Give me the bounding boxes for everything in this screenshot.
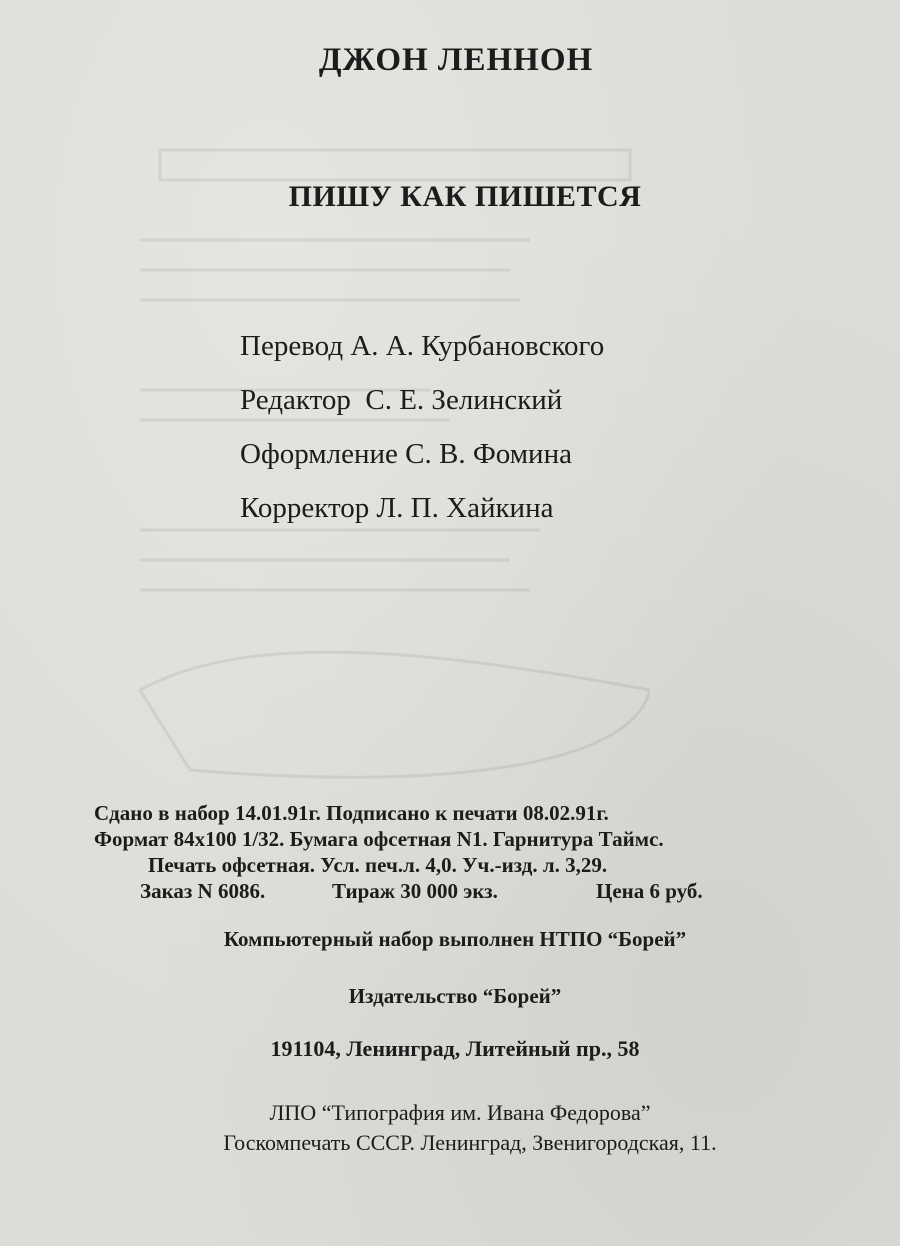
printer-address: Госкомпечать СССР. Ленинград, Звенигородская, 11.: [223, 1130, 717, 1155]
credit-editor: Редактор С. Е. Зелинский: [240, 384, 563, 416]
price: Цена 6 руб.: [596, 879, 703, 903]
imprint-line-printing: Печать офсетная. Усл. печ.л. 4,0. Уч.-изд. л. 3,29.: [148, 853, 608, 877]
print-run: Тираж 30 000 экз.: [332, 879, 498, 903]
credit-translator: Перевод А. А. Курбановского: [240, 330, 605, 362]
imprint-line-dates: Сдано в набор 14.01.91г. Подписано к печати 08.02.91г.: [94, 801, 609, 825]
imprint-line-order: [94, 878, 854, 904]
book-title: ПИШУ КАК ПИШЕТСЯ: [288, 180, 642, 213]
publisher-name: Издательство “Борей”: [348, 984, 562, 1008]
printer-name: ЛПО “Типография им. Ивана Федорова”: [269, 1100, 651, 1125]
credit-design: Оформление С. В. Фомина: [240, 438, 572, 470]
publisher-address: 191104, Ленинград, Литейный пр., 58: [270, 1036, 640, 1061]
typesetting-note: Компьютерный набор выполнен НТПО “Борей”: [223, 927, 687, 951]
credit-proofreader: Корректор Л. П. Хайкина: [240, 492, 554, 524]
credits-block: [240, 326, 604, 542]
imprint-line-format: Формат 84х100 1/32. Бумага офсетная N1. Гарнитура Таймс.: [94, 827, 664, 851]
order-number: Заказ N 6086.: [140, 879, 266, 903]
imprint-block: [94, 800, 854, 904]
author-name: ДЖОН ЛЕННОН: [318, 42, 594, 78]
